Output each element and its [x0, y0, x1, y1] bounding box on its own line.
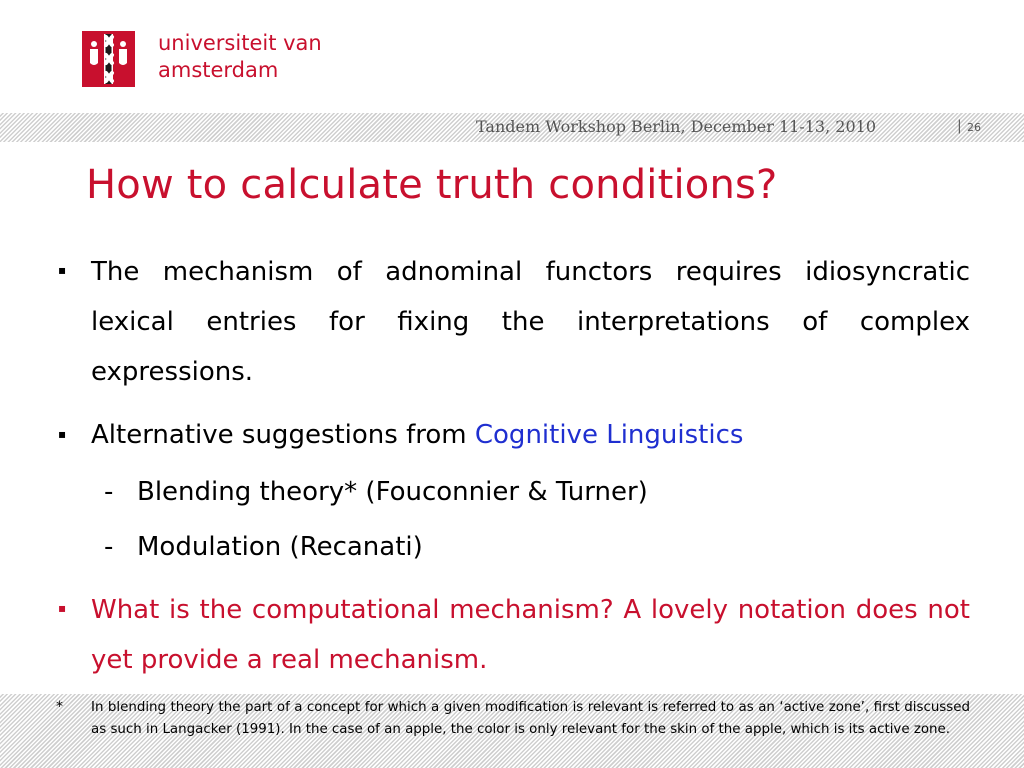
bullet-2-prefix: Alternative suggestions from — [91, 420, 475, 450]
page-number: 26 — [967, 121, 981, 134]
bullet-marker: ▪ — [58, 601, 67, 615]
event-label: Tandem Workshop Berlin, December 11-13, 2010 — [476, 117, 876, 136]
brand-line-2: amsterdam — [158, 58, 279, 82]
bullet-1-text: The mechanism of adnominal functors requires idiosyncratic lexical entries for fixing the interpretations of complex expressions. — [91, 257, 970, 387]
subitem-dash: - — [104, 477, 114, 507]
page-separator: | — [957, 118, 962, 134]
subitem-blending-theory: Blending theory* (Fouconnier & Turner) — [137, 477, 648, 507]
subitem-modulation: Modulation (Recanati) — [137, 532, 423, 562]
footnote-marker: * — [56, 699, 63, 715]
bullet-marker: ▪ — [58, 263, 67, 277]
footnote-text: In blending theory the part of a concept for which a given modification is relevant is referred to as an ‘active zone’, first discussed as such in Langacker (1991). In the case of an apple, the color is only relevant for the skin of the apple, which is its active zone. — [91, 700, 970, 737]
cognitive-linguistics-highlight: Cognitive Linguistics — [474, 420, 744, 450]
bullet-3-text: What is the computational mechanism? A lovely notation does not yet provide a real mechanism. — [91, 595, 970, 675]
uva-logo — [82, 31, 135, 87]
subitem-dash: - — [104, 532, 114, 562]
brand-line-1: universiteit van — [158, 31, 322, 55]
bullet-marker: ▪ — [58, 427, 67, 441]
bullet-2-text — [91, 410, 743, 460]
university-name — [158, 30, 322, 84]
uva-crest-icon — [82, 31, 135, 87]
slide-title: How to calculate truth conditions? — [86, 162, 778, 208]
